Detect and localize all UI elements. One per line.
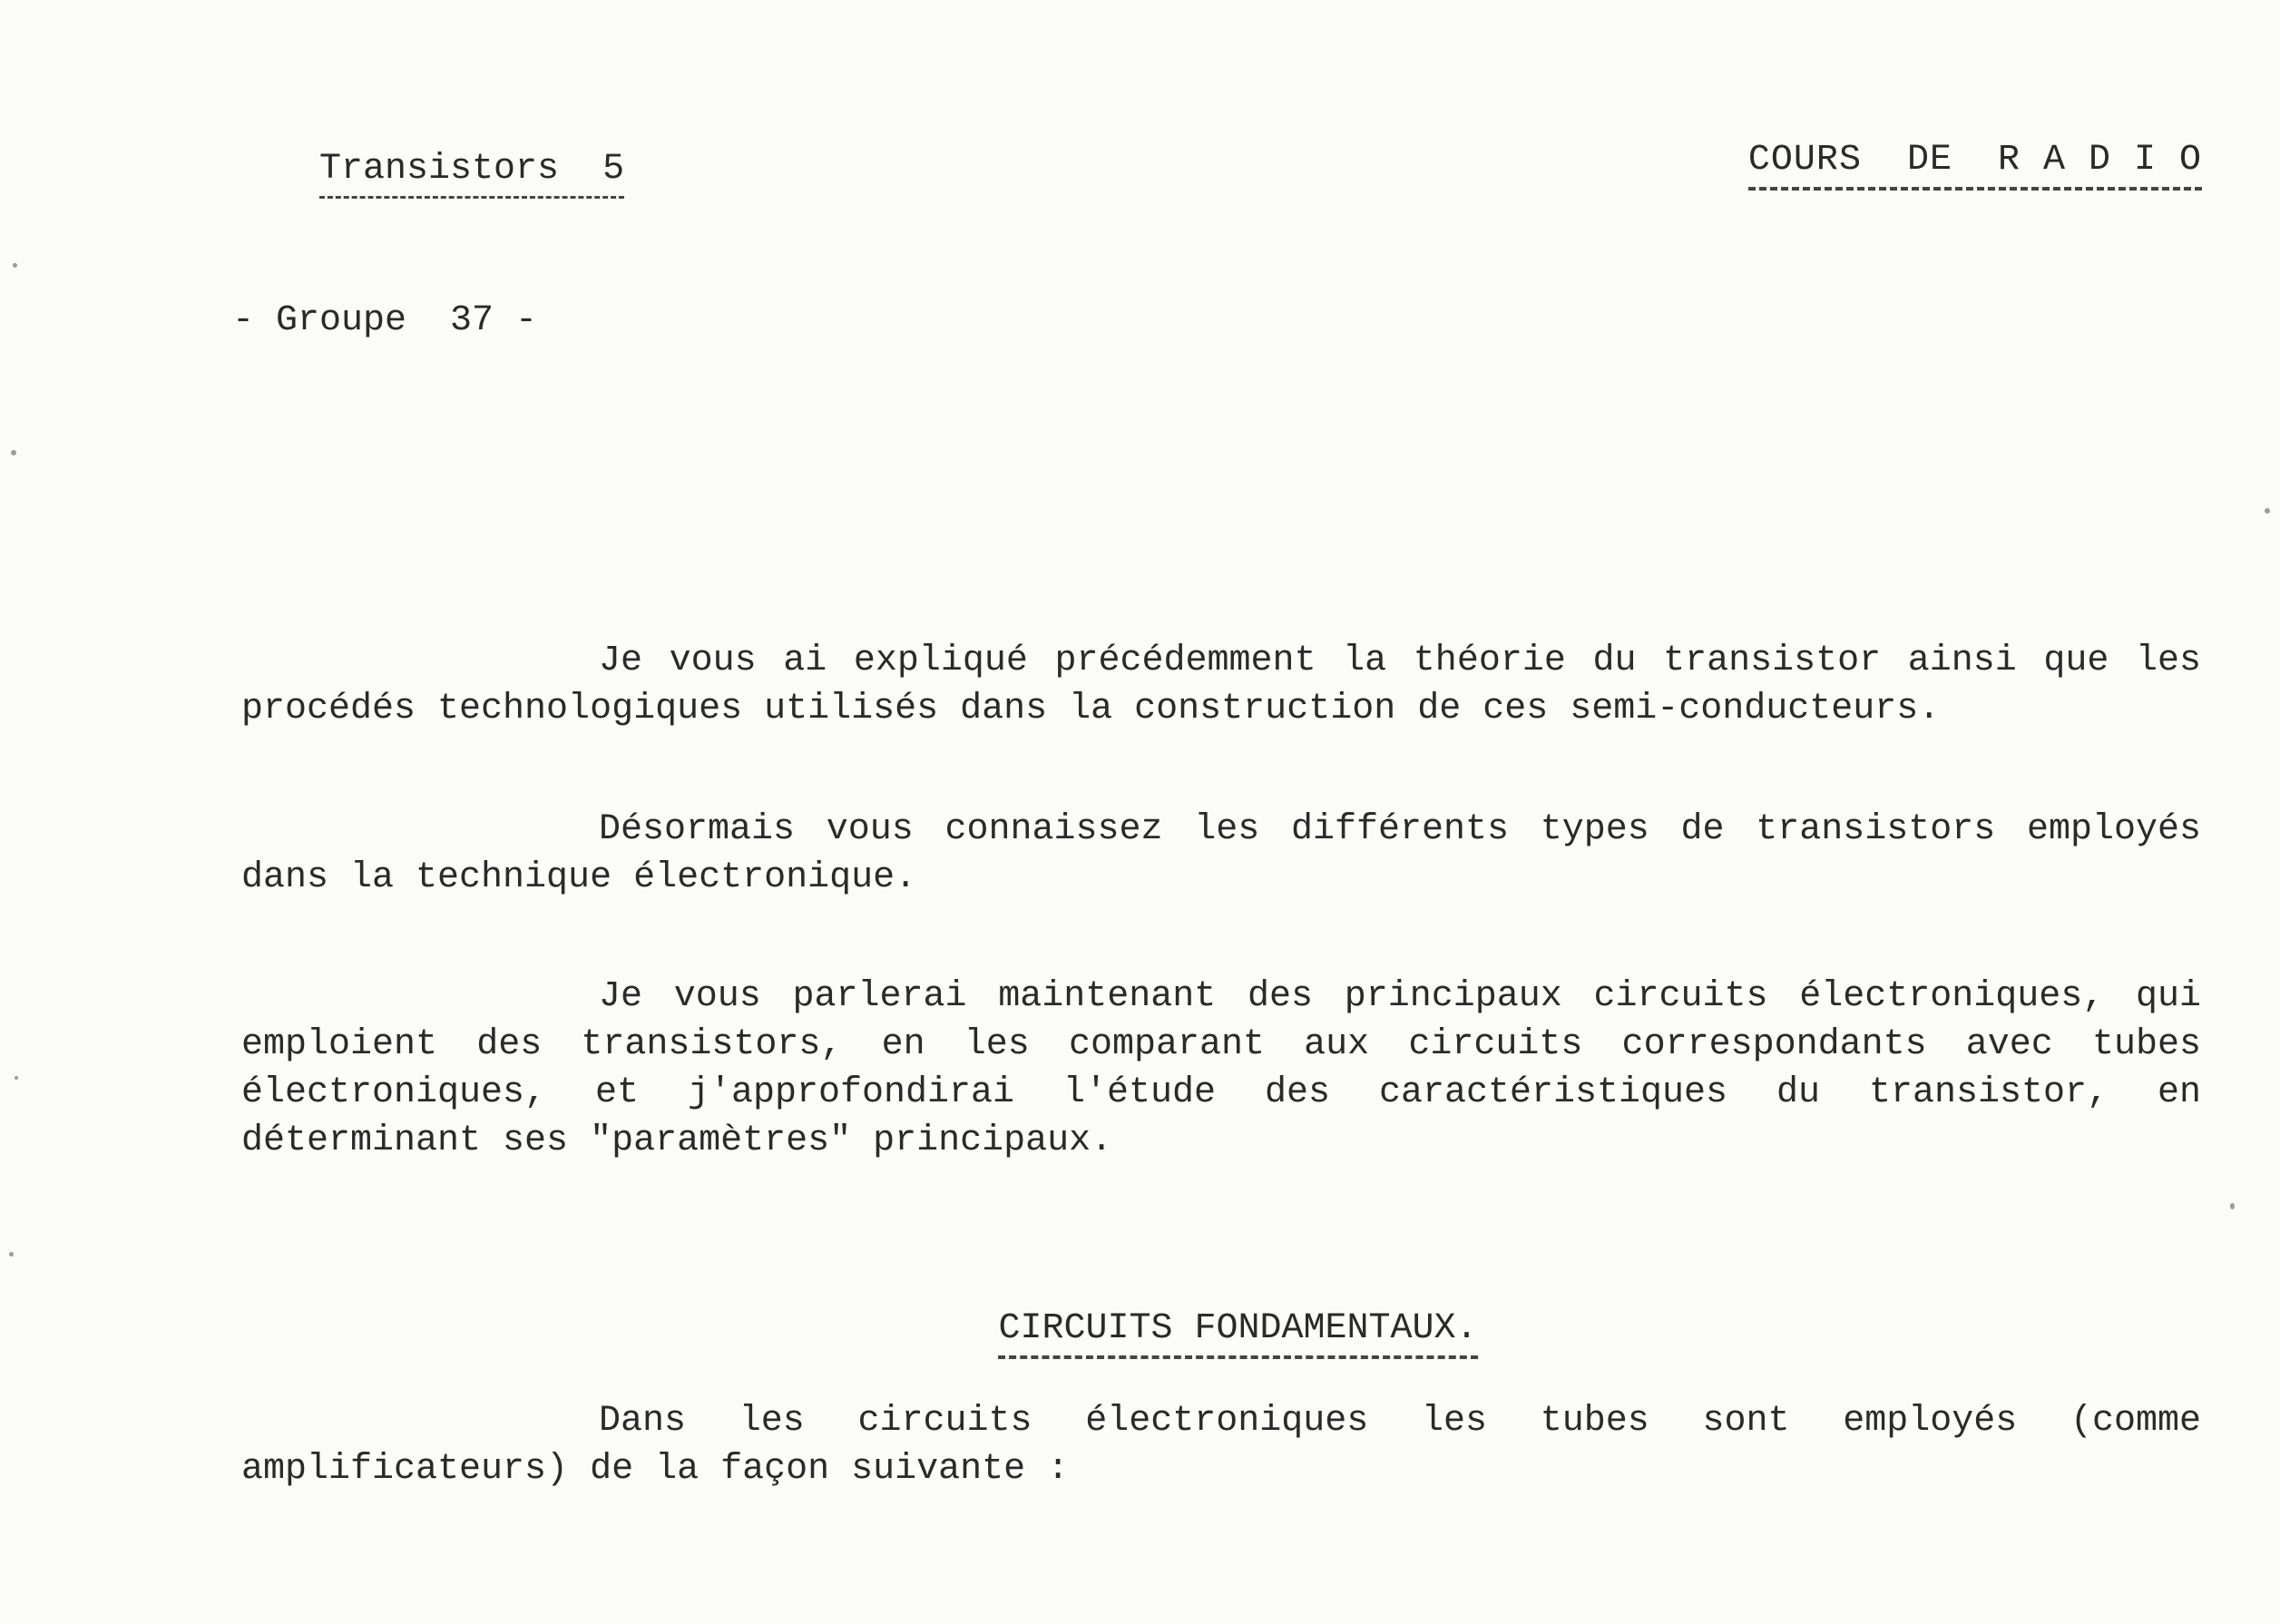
paragraph-text: Désormais vous connaissez les différents types de transistors employés dans la technique électronique. — [241, 809, 2201, 898]
scan-speck — [13, 263, 17, 268]
paragraph-text: Dans les circuits électroniques les tubes sont employés (comme amplificateurs) de la façon suivante : — [241, 1401, 2201, 1490]
paragraph-intro — [241, 637, 2201, 733]
paragraph-plan — [241, 973, 2201, 1165]
scan-speck — [11, 450, 16, 455]
paragraph-text: Je vous parlerai maintenant des principaux circuits électroniques, qui emploient des transistors, en les comparant aux circuits correspondants avec tubes électroniques, et j'approfondirai l'étude des caractéristiques du transistor, en déterminant ses "paramètres" principaux. — [241, 976, 2201, 1161]
section-heading-wrapper — [0, 1256, 2280, 1408]
paragraph-types — [241, 806, 2201, 902]
scan-speck — [2230, 1203, 2235, 1209]
paragraph-text: Je vous ai expliqué précédemment la théorie du transistor ainsi que les procédés technologiques utilisés dans la construction de ces semi-conducteurs. — [241, 641, 2201, 729]
scan-speck — [15, 1076, 18, 1080]
scan-speck — [2265, 508, 2270, 514]
document-series-label: Transistors 5 — [319, 145, 624, 199]
scan-speck — [9, 1252, 14, 1257]
paragraph-tubes — [241, 1397, 2201, 1493]
section-heading: CIRCUITS FONDAMENTAUX. — [998, 1305, 1477, 1359]
course-title: COURS DE R A D I O — [1748, 136, 2202, 191]
document-reference — [232, 96, 624, 444]
course-header — [1661, 87, 2202, 240]
document-group-label: - Groupe 37 - — [232, 300, 538, 341]
